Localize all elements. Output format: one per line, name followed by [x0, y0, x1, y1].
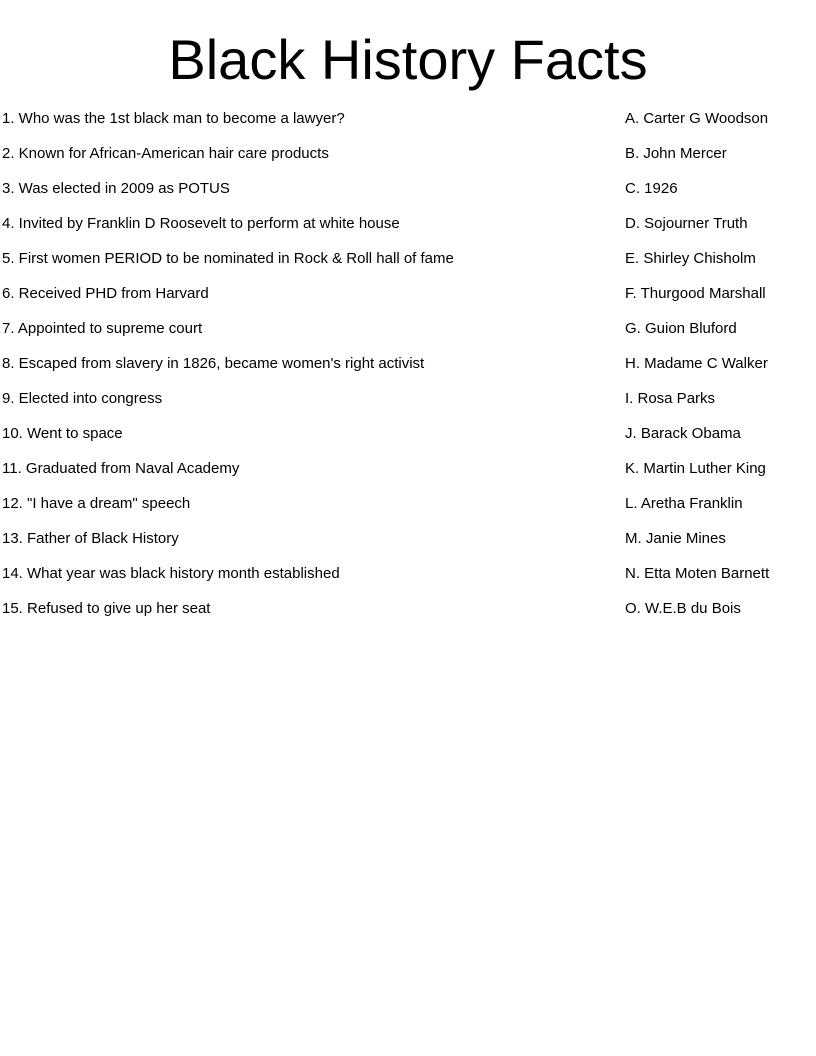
quiz-row — [2, 425, 816, 460]
matching-quiz-list — [2, 110, 816, 635]
answer-item: A. Carter G Woodson — [625, 110, 769, 127]
quiz-row — [2, 145, 816, 180]
answer-item: N. Etta Moten Barnett — [625, 565, 770, 582]
quiz-row — [2, 460, 816, 495]
question-item: 5. First women PERIOD to be nominated in Rock & Roll hall of fame — [2, 250, 454, 267]
answer-item: H. Madame C Walker — [625, 355, 768, 372]
question-item: 4. Invited by Franklin D Roosevelt to perform at white house — [2, 215, 400, 232]
quiz-row — [2, 180, 816, 215]
quiz-row — [2, 600, 816, 635]
question-item: 1. Who was the 1st black man to become a lawyer? — [2, 110, 345, 127]
question-item: 15. Refused to give up her seat — [2, 600, 211, 617]
answer-item: L. Aretha Franklin — [625, 495, 743, 512]
question-item: 8. Escaped from slavery in 1826, became women's right activist — [2, 355, 425, 372]
quiz-row — [2, 285, 816, 320]
question-item: 12. "I have a dream" speech — [2, 495, 191, 512]
quiz-row — [2, 390, 816, 425]
question-item: 14. What year was black history month established — [2, 565, 340, 582]
quiz-row — [2, 495, 816, 530]
quiz-row — [2, 110, 816, 145]
answer-item: B. John Mercer — [625, 145, 727, 162]
question-item: 11. Graduated from Naval Academy — [2, 460, 240, 477]
answer-item: C. 1926 — [625, 180, 678, 197]
page-title: Black History Facts — [168, 28, 648, 91]
question-item: 13. Father of Black History — [2, 530, 179, 547]
answer-item: E. Shirley Chisholm — [625, 250, 756, 267]
answer-item: F. Thurgood Marshall — [625, 285, 766, 302]
quiz-row — [2, 215, 816, 250]
answer-item: I. Rosa Parks — [625, 390, 716, 407]
quiz-row — [2, 530, 816, 565]
question-item: 3. Was elected in 2009 as POTUS — [2, 180, 230, 197]
question-item: 9. Elected into congress — [2, 390, 163, 407]
answer-item: O. W.E.B du Bois — [625, 600, 741, 617]
quiz-row — [2, 565, 816, 600]
quiz-row — [2, 355, 816, 390]
quiz-row — [2, 250, 816, 285]
question-item: 7. Appointed to supreme court — [2, 320, 203, 337]
answer-item: G. Guion Bluford — [625, 320, 737, 337]
quiz-row — [2, 320, 816, 355]
answer-item: J. Barack Obama — [625, 425, 741, 442]
question-item: 2. Known for African-American hair care products — [2, 145, 329, 162]
answer-item: K. Martin Luther King — [625, 460, 766, 477]
answer-item: M. Janie Mines — [625, 530, 726, 547]
question-item: 6. Received PHD from Harvard — [2, 285, 209, 302]
question-item: 10. Went to space — [2, 425, 123, 442]
answer-item: D. Sojourner Truth — [625, 215, 748, 232]
